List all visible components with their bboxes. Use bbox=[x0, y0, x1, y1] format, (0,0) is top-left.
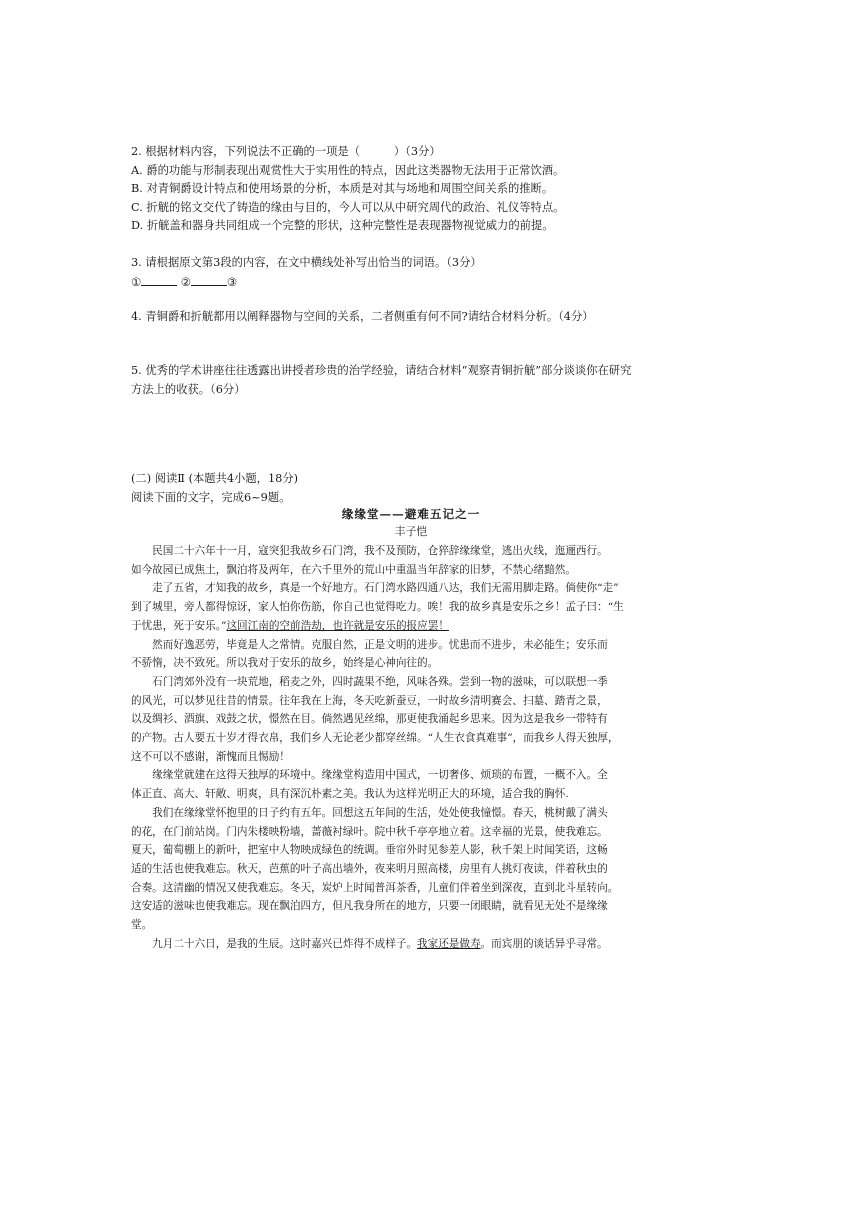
section-heading: (二) 阅读Ⅱ (本题共4小题，18分) bbox=[131, 472, 299, 485]
paragraph-6-line: 夏天，葡萄棚上的新叶，把室中人物映成绿色的统调。垂帘外时见参差人影，秋千架上时闻笑语，这畅 bbox=[131, 844, 608, 857]
paragraph-7-text-end: 。而宾朋的谈话异乎寻常。 bbox=[480, 937, 608, 950]
answer-blank-2[interactable] bbox=[191, 273, 227, 286]
question-3 bbox=[131, 254, 691, 292]
article-title: 缘缘堂——避难五记之一 bbox=[341, 507, 481, 521]
paragraph-2-line bbox=[131, 617, 691, 636]
question-5 bbox=[131, 362, 691, 399]
question-3-stem: 3. 请根据原文第3段的内容，在文中横线处补写出恰当的词语。（3分） bbox=[131, 256, 482, 269]
question-5-line-2: 方法上的收获。（6分） bbox=[131, 382, 246, 396]
blank-marker-1: ① bbox=[131, 275, 142, 289]
paragraph-1-line: 民国二十六年十一月，寇突犯我故乡石门湾，我不及预防，仓猝辞缘缘堂，逃出火线，迤逦西行。 bbox=[131, 545, 608, 557]
blank-marker-3: ③ bbox=[226, 275, 238, 289]
paragraph-6-line: 合奏。这清幽的情况又使我难忘。冬天，炭炉上时闻普洱茶香，儿童们伴着坐到深夜，直到北斗星转向。 bbox=[131, 881, 619, 894]
paragraph-6-line: 我们在缘缘堂怀抱里的日子约有五年。回想这五年间的生活，处处使我憧憬。春天，桃树戴了满头 bbox=[131, 806, 608, 819]
underlined-sentence-2: 我家还是做寿 bbox=[417, 937, 481, 950]
paragraph-5-line: 体正直、高大、轩敞、明爽，具有深沉朴素之美。我认为这样光明正大的环境，适合我的胸怀. bbox=[131, 788, 569, 801]
paragraph-4-line: 的风光，可以梦见往昔的情景。往年我在上海，冬天吃新蚕豆，一时故乡清明赛会、扫墓、踏青之景， bbox=[131, 694, 608, 707]
paragraph-7-line bbox=[131, 935, 691, 954]
paragraph-4-line: 的产物。古人要五十岁才得衣帛，我们乡人无论老少都穿丝绵。“人生衣食真难事”，而我乡人得天独厚， bbox=[131, 732, 619, 745]
paragraph-1-line: 如今故园已成焦土，飘泊将及两年，在六千里外的荒山中重温当年辞家的旧梦，不禁心绪黯然。 bbox=[131, 563, 576, 576]
paragraph-7-text: 九月二十六日，是我的生辰。这时嘉兴已炸得不成样子。 bbox=[131, 937, 418, 950]
question-4-stem: 4. 青铜爵和折觥都用以阐释器物与空间的关系，二者侧重有何不同?请结合材料分析。（4分） bbox=[131, 310, 594, 323]
question-4 bbox=[131, 308, 691, 327]
question-3-blanks bbox=[131, 273, 691, 293]
article-author: 丰子恺 bbox=[394, 525, 428, 538]
question-2-stem: 2. 根据材料内容，下列说法不正确的一项是（ ）（3分） bbox=[131, 145, 441, 158]
section-instruction: 阅读下面的文字，完成6~9题。 bbox=[131, 490, 291, 504]
question-5-line-1: 5. 优秀的学术讲座往往透露出讲授者珍贵的治学经验，请结合材料“观察青铜折觥”部分谈谈你在研究 bbox=[131, 364, 632, 377]
question-2-option-b: B. 对青铜爵设计特点和使用场景的分析，本质是对其与场地和周围空间关系的推断。 bbox=[131, 182, 554, 196]
paragraph-4-line: 石门湾郊外没有一块荒地，稻麦之外，四时蔬果不绝，风味各殊。尝到一物的滋味，可以联想一季 bbox=[131, 675, 608, 688]
underlined-sentence-1: 这回江南的空前浩劫，也许就是安乐的报应罢！ bbox=[226, 619, 449, 632]
paragraph-6-line: 这安适的滋味也使我难忘。现在飘泊四方，但凡我身所在的地方，只要一闭眼睛，就看见无处不是缘缘 bbox=[131, 900, 608, 913]
reading-section bbox=[131, 470, 691, 507]
paragraph-2-text: 于忧患，死于安乐。” bbox=[131, 619, 227, 632]
question-2-option-d: D. 折觥盖和器身共同组成一个完整的形状，这种完整性是表现器物视觉威力的前提。 bbox=[131, 219, 554, 233]
paragraph-2-line: 到了城里，旁人都得惊讶，家人怕你伤筋，你自己也觉得吃力。唉！我的故乡真是安乐之乡！孟子曰：“生 bbox=[131, 601, 624, 614]
paragraph-4-line: 这不可以不感谢，渐愧而且惕励！ bbox=[131, 750, 290, 763]
paragraph-6-line: 的花，在门前站岗。门内朱楼映粉墙，蔷薇衬绿叶。院中秋千亭亭地立着。这幸福的光景，使我难忘。 bbox=[131, 825, 608, 838]
question-2 bbox=[131, 143, 691, 236]
paragraph-3-line: 不骄惰，决不致死。所以我对于安乐的故乡，始终是心神向往的。 bbox=[131, 657, 439, 670]
paragraph-3-line: 然而好逸恶劳，毕竟是人之常情。克服自然，正是文明的进步。忧患而不进步，未必能生；安乐而 bbox=[131, 638, 608, 651]
article-body bbox=[131, 542, 691, 953]
paragraph-6-line: 堂。 bbox=[131, 919, 153, 932]
question-2-option-a: A. 爵的功能与形制表现出观赏性大于实用性的特点，因此这类器物无法用于正常饮酒。 bbox=[131, 163, 565, 177]
paragraph-5-line: 缘缘堂就建在这得天独厚的环境中。缘缘堂构造用中国式，一切奢侈、烦琐的布置，一概不入。全 bbox=[131, 769, 608, 782]
paragraph-2-line: 走了五省，才知我的故乡，真是一个好地方。石门湾水路四通八达，我们无需用脚走路。倘使你“走” bbox=[131, 582, 619, 595]
question-2-option-c: C. 折觥的铭文交代了铸造的缘由与目的，今人可以从中研究周代的政治、礼仪等特点。 bbox=[131, 200, 565, 214]
paragraph-6-line: 适的生活也使我难忘。秋天，芭蕉的叶子高出墙外，夜来明月照高楼，房里有人挑灯夜读，伴着秋虫的 bbox=[131, 862, 608, 875]
answer-blank-1[interactable] bbox=[141, 273, 177, 286]
paragraph-4-line: 以及绸衫、酒旗、戏鼓之状，憬然在目。倘然遇见丝绵，那更使我涌起乡思来。因为这是我乡一带特有 bbox=[131, 713, 608, 726]
blank-marker-2: ② bbox=[180, 275, 191, 289]
